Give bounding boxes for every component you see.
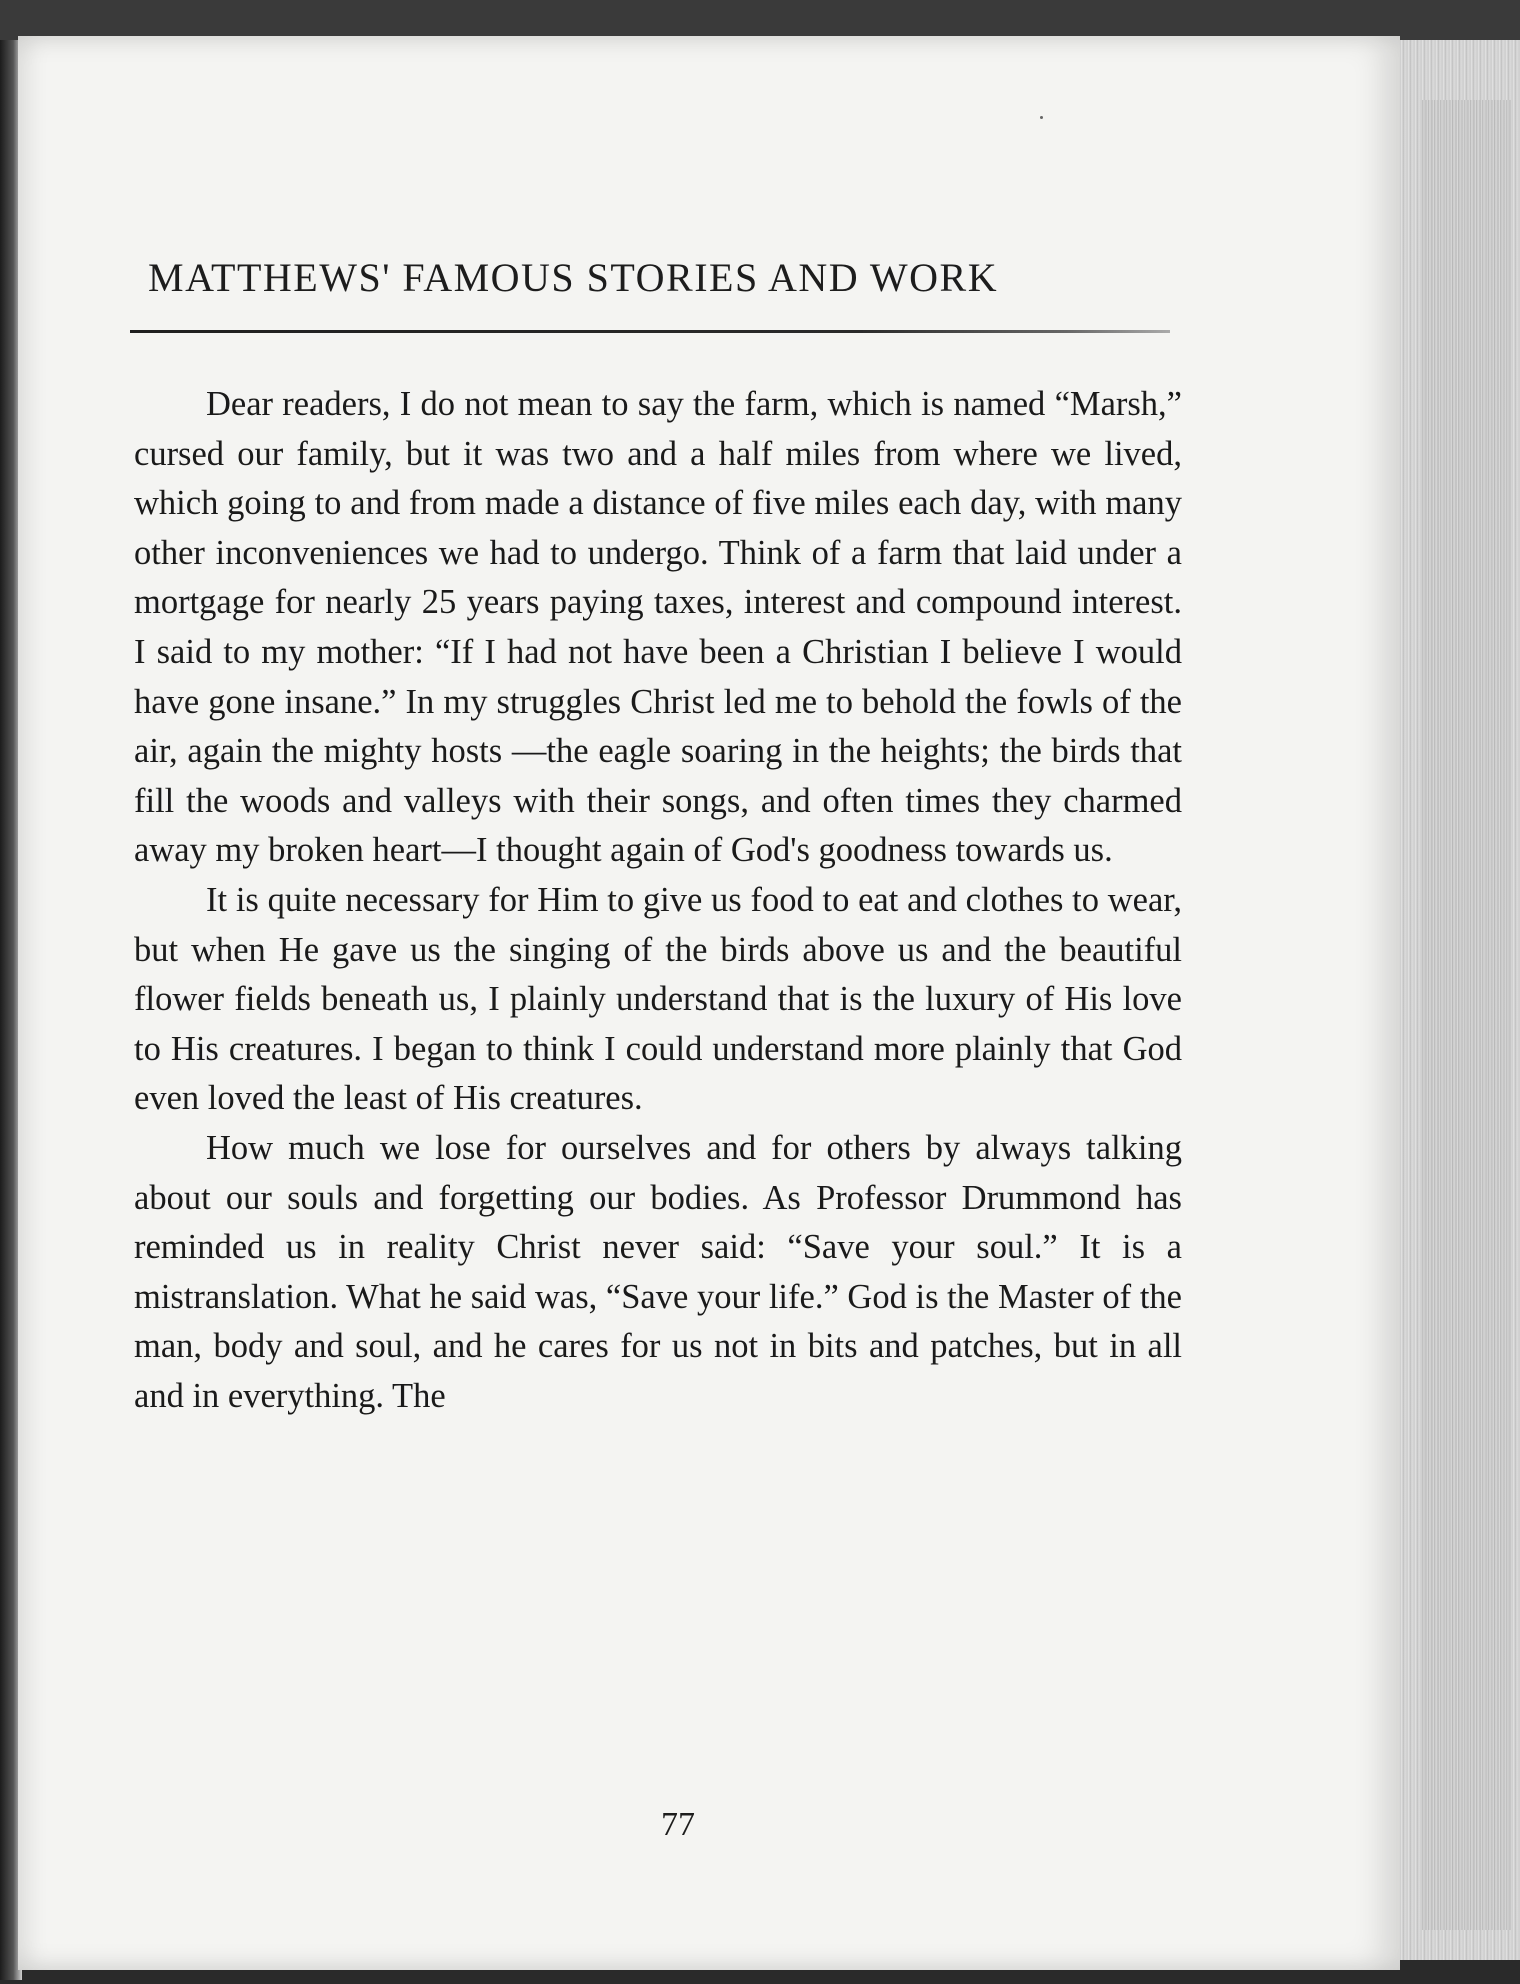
book-page	[18, 36, 1400, 1970]
running-head: MATTHEWS' FAMOUS STORIES AND WORK	[148, 255, 999, 300]
page-edges	[1398, 40, 1520, 1960]
paragraph: It is quite necessary for Him to give us food to eat and clothes to wear, but when He gave us the singing of the birds above us and the beautiful flower fields beneath us, I plainly understand that is the luxury of His love to His creatures. I began to think I could understand more plainly that God even loved the least of His creatures.	[134, 880, 1182, 1118]
paragraph: How much we lose for ourselves and for others by always talking about our souls and forgetting our bodies. As Professor Drummond has reminded us in reality Christ never said: “Save your soul.” It is a mistranslation. What he said was, “Save your life.” God is the Master of the man, body and soul, and he cares for us not in bits and patches, but in all and in everything. The	[134, 1128, 1182, 1415]
paragraph: Dear readers, I do not mean to say the farm, which is named “Marsh,” cursed our family, but it was two and a half miles from where we lived, which going to and from made a distance of five miles each day, with many other inconveniences we had to undergo. Think of a farm that laid under a mortgage for nearly 25 years paying taxes, interest and compound interest. I said to my mother: “If I had not have been a Christian I believe I would have gone insane.” In my struggles Christ led me to behold the fowls of the air, again the mighty hosts —the eagle soaring in the heights; the birds that fill the woods and valleys with their songs, and often times they charmed away my broken heart—I thought again of God's goodness towards us.	[134, 385, 1182, 870]
body-text	[134, 380, 1182, 1421]
header-rule	[130, 330, 1170, 333]
page-number: 77	[661, 1806, 695, 1843]
page-speck	[1040, 116, 1043, 119]
page-edges-inner	[1422, 100, 1512, 1930]
